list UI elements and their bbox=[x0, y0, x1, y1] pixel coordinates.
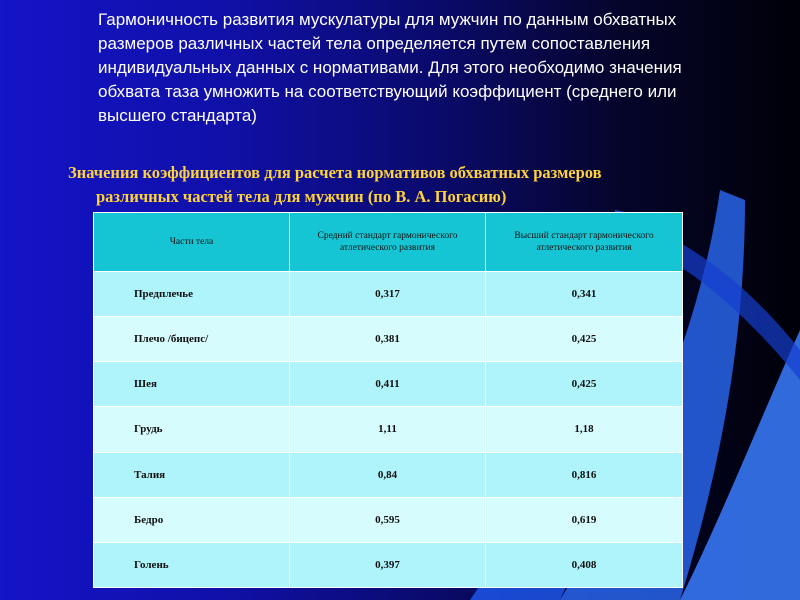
body-part-cell: Предплечье bbox=[94, 272, 290, 317]
highest-value-cell: 0,341 bbox=[486, 272, 683, 317]
intro-paragraph: Гармоничность развития мускулатуры для мужчин по данным обхватных размеров различных частей тела определяется путем сопоставления индивидуальных данных с нормативами. Для этого необходимо значения обхвата таза умножить на соответствующий коэффициент (среднего или высшего стандарта) bbox=[98, 10, 682, 125]
table-title-line2: различных частей тела для мужчин (по В. А. Погасию) bbox=[96, 187, 507, 206]
highest-value-cell: 0,425 bbox=[486, 317, 683, 362]
table-title bbox=[68, 161, 748, 209]
highest-value-cell: 0,408 bbox=[486, 542, 683, 587]
highest-value-cell: 1,18 bbox=[486, 407, 683, 452]
table-row bbox=[94, 497, 683, 542]
table-row bbox=[94, 542, 683, 587]
average-value-cell: 0,381 bbox=[290, 317, 486, 362]
average-value-cell: 0,595 bbox=[290, 497, 486, 542]
body-part-cell: Талия bbox=[94, 452, 290, 497]
table-row bbox=[94, 362, 683, 407]
average-value-cell: 0,397 bbox=[290, 542, 486, 587]
body-part-cell: Плечо /бицепс/ bbox=[94, 317, 290, 362]
highest-value-cell: 0,816 bbox=[486, 452, 683, 497]
header-highest-standard: Высший стандарт гармонического атлетического развития bbox=[486, 213, 683, 272]
header-average-standard: Средний стандарт гармонического атлетического развития bbox=[290, 213, 486, 272]
table-header-row bbox=[94, 213, 683, 272]
body-part-cell: Грудь bbox=[94, 407, 290, 452]
highest-value-cell: 0,619 bbox=[486, 497, 683, 542]
table-row bbox=[94, 272, 683, 317]
body-part-cell: Голень bbox=[94, 542, 290, 587]
average-value-cell: 0,84 bbox=[290, 452, 486, 497]
average-value-cell: 1,11 bbox=[290, 407, 486, 452]
table-title-line1: Значения коэффициентов для расчета нормативов обхватных размеров bbox=[68, 163, 602, 182]
table-row bbox=[94, 452, 683, 497]
body-part-cell: Шея bbox=[94, 362, 290, 407]
average-value-cell: 0,317 bbox=[290, 272, 486, 317]
body-part-cell: Бедро bbox=[94, 497, 290, 542]
table-row bbox=[94, 407, 683, 452]
highest-value-cell: 0,425 bbox=[486, 362, 683, 407]
average-value-cell: 0,411 bbox=[290, 362, 486, 407]
header-body-parts: Части тела bbox=[94, 213, 290, 272]
table-row bbox=[94, 317, 683, 362]
coefficients-table bbox=[93, 212, 683, 588]
